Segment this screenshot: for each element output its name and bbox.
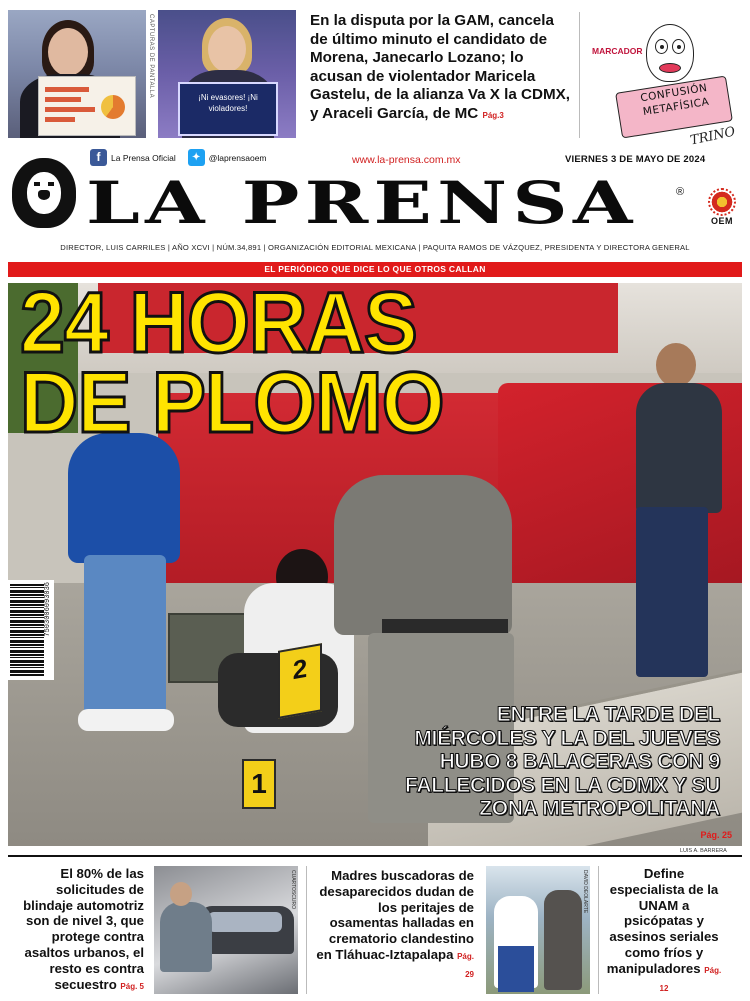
divider: [306, 866, 307, 994]
bottom-story-1[interactable]: [10, 866, 144, 994]
chart-sheet-graphic: [38, 76, 136, 136]
bottom-story-3-text: Define especialista de la UNAM a psicópatas y asesinos seriales como fríos y manipuladores: [606, 866, 719, 976]
photo-figure: [544, 890, 582, 990]
hero-photo-credit: LUIS A. BARRERA: [680, 848, 727, 854]
thumb-caption: CAPTURAS DE PANTALLA: [148, 14, 154, 99]
bottom-photo-1[interactable]: [154, 866, 298, 994]
main-headline[interactable]: [20, 283, 444, 451]
photo-figure: [160, 902, 212, 972]
cartoon-banner-text: CONFUSIÓN METAFÍSICA: [639, 81, 711, 119]
bottom-photo-1-credit: CUARTOSCURO: [290, 870, 296, 909]
social-links: [90, 149, 279, 166]
barcode: [8, 580, 54, 680]
photo-car-glass: [208, 912, 282, 932]
main-subhead: ENTRE LA TARDE DEL MIÉRCOLES Y LA DEL JUEVES HUBO 8 BALACERAS CON 9 FALLECIDOS EN LA CDMX Y SU ZONA METROPOLITANA: [404, 703, 720, 820]
twitter-handle: @laprensaoem: [208, 152, 267, 163]
facebook-link[interactable]: [90, 149, 176, 166]
bottom-photo-2-credit: DAVID DEOLARTE: [582, 870, 588, 914]
slogan-bar: EL PERIÓDICO QUE DICE LO QUE OTROS CALLAN: [8, 262, 742, 277]
website-link[interactable]: www.la-prensa.com.mx: [352, 154, 461, 166]
bottom-story-2-text: Madres buscadoras de desaparecidos dudan de los peritajes de osamentas halladas en crematorio clandestino en Tláhuac-Iztapalapa: [316, 868, 474, 962]
top-teaser-band: [0, 0, 750, 148]
evidence-marker-2: 2: [278, 643, 322, 719]
top-teaser-body: En la disputa por la GAM, cancela de último minuto el candidato de Morena, Janecarlo Lozano; lo acusan de violentador Maricela Gastelu, de la alianza Va X la CDMX, y Araceli García, de MC: [310, 12, 570, 122]
barcode-number: 7503006093036: [44, 582, 52, 637]
top-teaser-page: Pág.3: [482, 110, 504, 120]
headline-line-2: DE PLOMO: [20, 355, 444, 451]
photo-figure: [208, 26, 246, 72]
lion-logo-icon: [12, 158, 76, 228]
teaser-photo-1[interactable]: [8, 10, 146, 138]
headline-line-1: 24 HORAS: [20, 283, 417, 371]
bottom-story-3[interactable]: [606, 866, 722, 996]
divider: [579, 12, 580, 138]
facebook-handle: La Prensa Oficial: [111, 152, 176, 163]
photo-figure: [170, 882, 192, 906]
barcode-bars: [10, 584, 44, 676]
hero-page-ref[interactable]: Pág. 25: [700, 830, 732, 840]
bottom-photo-2[interactable]: [486, 866, 590, 994]
bottom-story-2-page: Pág. 29: [457, 951, 474, 979]
evidence-marker-1: 1: [242, 759, 276, 809]
section-rule: [8, 855, 742, 857]
oem-logo: [702, 188, 742, 226]
oem-logo-text: OEM: [710, 216, 733, 226]
issue-date: VIERNES 3 DE MAYO DE 2024: [565, 154, 706, 165]
protest-sign: ¡Ni evasores! ¡Ni violadores!: [178, 82, 278, 136]
bottom-story-2[interactable]: [312, 868, 474, 983]
twitter-link[interactable]: [188, 149, 267, 166]
photo-figure: [48, 28, 88, 76]
teaser-photo-2[interactable]: [158, 10, 296, 138]
bottom-story-1-page: Pág. 5: [120, 981, 144, 991]
registered-mark: ®: [676, 186, 685, 198]
top-teaser-text[interactable]: [310, 12, 572, 126]
staff-credits: DIRECTOR, LUIS CARRILES | AÑO XCVI | NÚM.34,891 | ORGANIZACIÓN EDITORIAL MEXICANA | PAQUITA RAMOS DE VÁZQUEZ, PRESIDENTA Y DIRECTORA GENERAL: [60, 243, 690, 252]
cartoon-marcador[interactable]: [582, 8, 744, 148]
oem-sun-icon: [708, 188, 736, 216]
newspaper-title[interactable]: LA PRENSA: [86, 169, 638, 237]
cartoon-artist-signature: TRINO: [689, 124, 738, 149]
bottom-story-1-text: El 80% de las solicitudes de blindaje automotriz son de nivel 3, que protege contra asaltos urbanos, el resto es contra secuestro: [23, 866, 144, 992]
hero-photo[interactable]: [8, 283, 742, 846]
facebook-icon: f: [90, 149, 107, 166]
twitter-icon: ✦: [188, 149, 205, 166]
bottom-story-3-page: Pág. 12: [659, 965, 722, 993]
photo-figure: [498, 946, 534, 992]
cartoon-section-label: MARCADOR: [592, 46, 643, 56]
divider: [598, 866, 599, 994]
cartoon-face-icon: [646, 24, 694, 82]
